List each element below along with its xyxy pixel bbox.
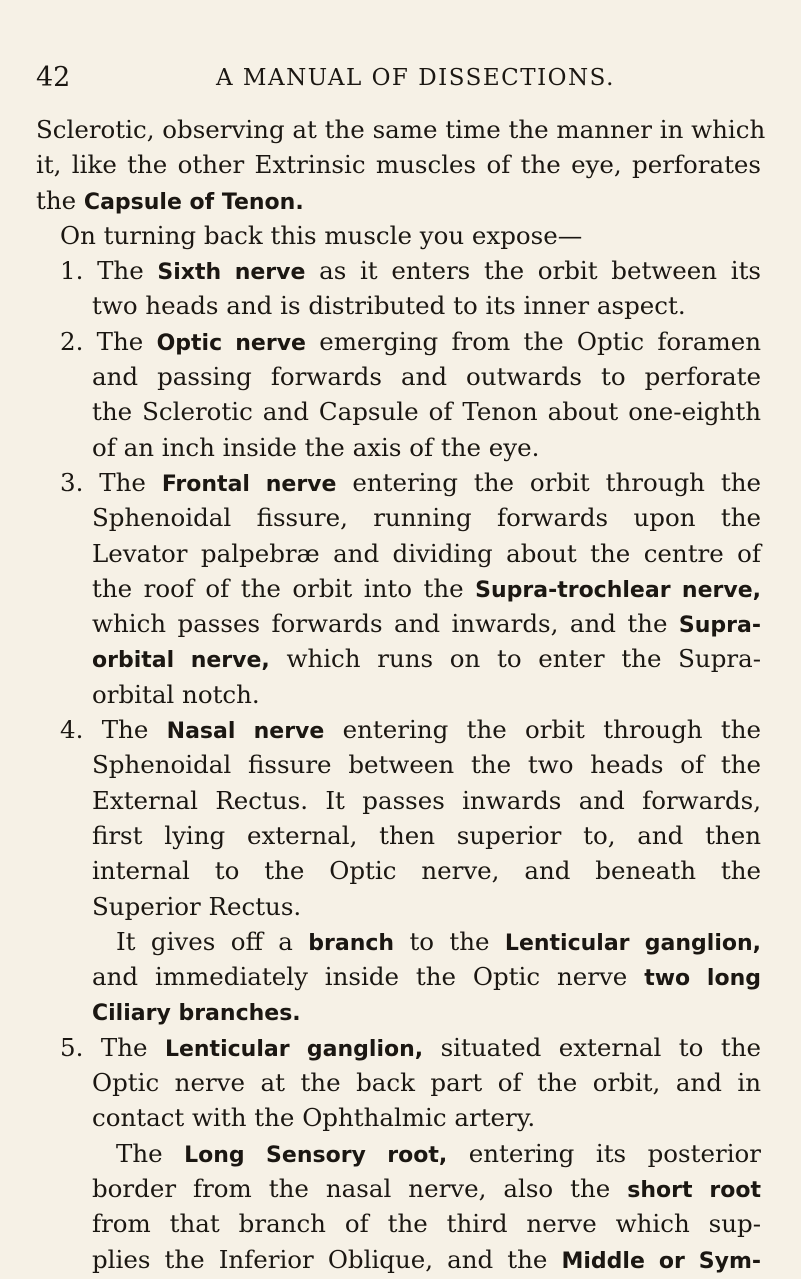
text-line: [36, 218, 761, 253]
text-line: [36, 641, 761, 676]
bold-term: Lenticular ganglion,: [504, 930, 761, 956]
text-span: Levator palpebræ and dividing about the centre of: [92, 538, 761, 568]
bold-term: Supra-trochlear nerve,: [475, 577, 761, 603]
text-line: [36, 712, 761, 747]
text-line: [36, 818, 761, 853]
text-line: [36, 959, 761, 994]
bold-term: Optic nerve: [156, 330, 306, 356]
text-span: orbital notch.: [92, 679, 260, 709]
bold-term: Supra-: [678, 613, 761, 639]
text-span: Sphenoidal fissure between the two heads of the: [92, 750, 761, 780]
bold-term: Ciliary branches.: [92, 1001, 301, 1027]
text-line: [36, 500, 761, 535]
page-number: 42: [36, 62, 71, 93]
text-span: 1. The: [60, 256, 158, 286]
text-span: 4. The: [60, 715, 167, 745]
text-span: Optic nerve at the back part of the orbit, and in: [92, 1068, 761, 1098]
text-span: External Rectus. It passes inwards and forwards,: [92, 785, 761, 815]
running-head: A MANUAL OF DISSECTIONS.: [216, 65, 615, 91]
text-line: [36, 253, 761, 288]
text-span: which runs on to enter the Supra-: [269, 644, 761, 674]
text-span: Superior Rectus.: [92, 891, 302, 921]
text-span: Sclerotic, observing at the same time the manner in which: [36, 115, 766, 144]
text-span: which passes forwards and inwards, and the: [92, 609, 679, 639]
text-line: [36, 1065, 761, 1100]
text-span: and immediately inside the Optic nerve: [92, 962, 645, 992]
bold-term: orbital nerve,: [92, 648, 270, 674]
bold-term: Middle or Sym-: [561, 1248, 761, 1274]
text-line: [36, 183, 761, 218]
text-span: situated external to the: [423, 1032, 761, 1062]
text-span: and passing forwards and outwards to perforate: [92, 362, 761, 392]
bold-term: Long Sensory root,: [184, 1142, 448, 1168]
bold-term: branch: [308, 930, 395, 956]
text-line: [36, 571, 761, 606]
text-span: to the: [394, 926, 505, 956]
text-line: [36, 465, 761, 500]
text-span: border from the nasal nerve, also the: [92, 1173, 628, 1203]
text-span: of an inch inside the axis of the eye.: [92, 432, 540, 462]
text-line: [36, 747, 761, 782]
text-line: [36, 677, 761, 712]
text-span: On turning back this muscle you expose—: [60, 220, 583, 250]
text-span: entering the orbit through the: [336, 467, 761, 497]
text-line: [36, 112, 766, 147]
text-line: [36, 536, 761, 571]
text-span: 3. The: [60, 467, 162, 497]
text-line: [36, 288, 761, 323]
text-span: from that branch of the third nerve which sup-: [92, 1209, 761, 1239]
text-line: [36, 359, 761, 394]
text-span: entering the orbit through the: [324, 715, 762, 745]
text-span: The: [116, 1138, 185, 1168]
text-span: emerging from the Optic foramen: [305, 326, 761, 356]
text-line: [36, 606, 761, 641]
text-line: [36, 1136, 761, 1171]
text-line: [36, 1206, 761, 1241]
text-line: [36, 147, 761, 182]
text-line: [36, 1100, 761, 1135]
bold-term: Nasal nerve: [166, 719, 325, 745]
text-line: [36, 853, 761, 888]
text-span: 5. The: [60, 1032, 165, 1062]
text-span: it, like the other Extrinsic muscles of the eye, perforates: [36, 150, 761, 180]
text-span: the roof of the orbit into the: [92, 573, 476, 603]
page-header: [36, 58, 761, 98]
text-line: [36, 994, 761, 1029]
text-span: 2. The: [60, 326, 157, 356]
body-text: [36, 112, 766, 1277]
bold-term: two long: [644, 966, 761, 992]
text-span: internal to the Optic nerve, and beneath the: [92, 856, 761, 886]
text-span: the: [36, 185, 84, 215]
text-span: contact with the Ophthalmic artery.: [92, 1103, 536, 1133]
text-line: [36, 1242, 761, 1277]
text-line: [36, 924, 761, 959]
text-span: two heads and is distributed to its inner aspect.: [92, 291, 686, 321]
text-line: [36, 430, 761, 465]
text-line: [36, 1030, 761, 1065]
text-span: as it enters the orbit between its: [305, 256, 762, 286]
bold-term: Capsule of Tenon.: [83, 189, 304, 215]
text-line: [36, 1171, 761, 1206]
bold-term: Frontal nerve: [161, 471, 337, 497]
text-line: [36, 324, 761, 359]
text-line: [36, 394, 761, 429]
text-span: the Sclerotic and Capsule of Tenon about one-eighth: [92, 397, 761, 427]
bold-term: Sixth nerve: [157, 260, 306, 286]
text-span: Sphenoidal fissure, running forwards upon the: [92, 503, 761, 533]
text-span: plies the Inferior Oblique, and the: [92, 1244, 562, 1274]
text-span: It gives off a: [116, 926, 309, 956]
text-line: [36, 889, 761, 924]
text-span: entering its posterior: [447, 1138, 761, 1168]
bold-term: Lenticular ganglion,: [164, 1036, 424, 1062]
text-line: [36, 783, 761, 818]
text-span: first lying external, then superior to, and then: [92, 820, 761, 850]
bold-term: short root: [627, 1177, 761, 1203]
